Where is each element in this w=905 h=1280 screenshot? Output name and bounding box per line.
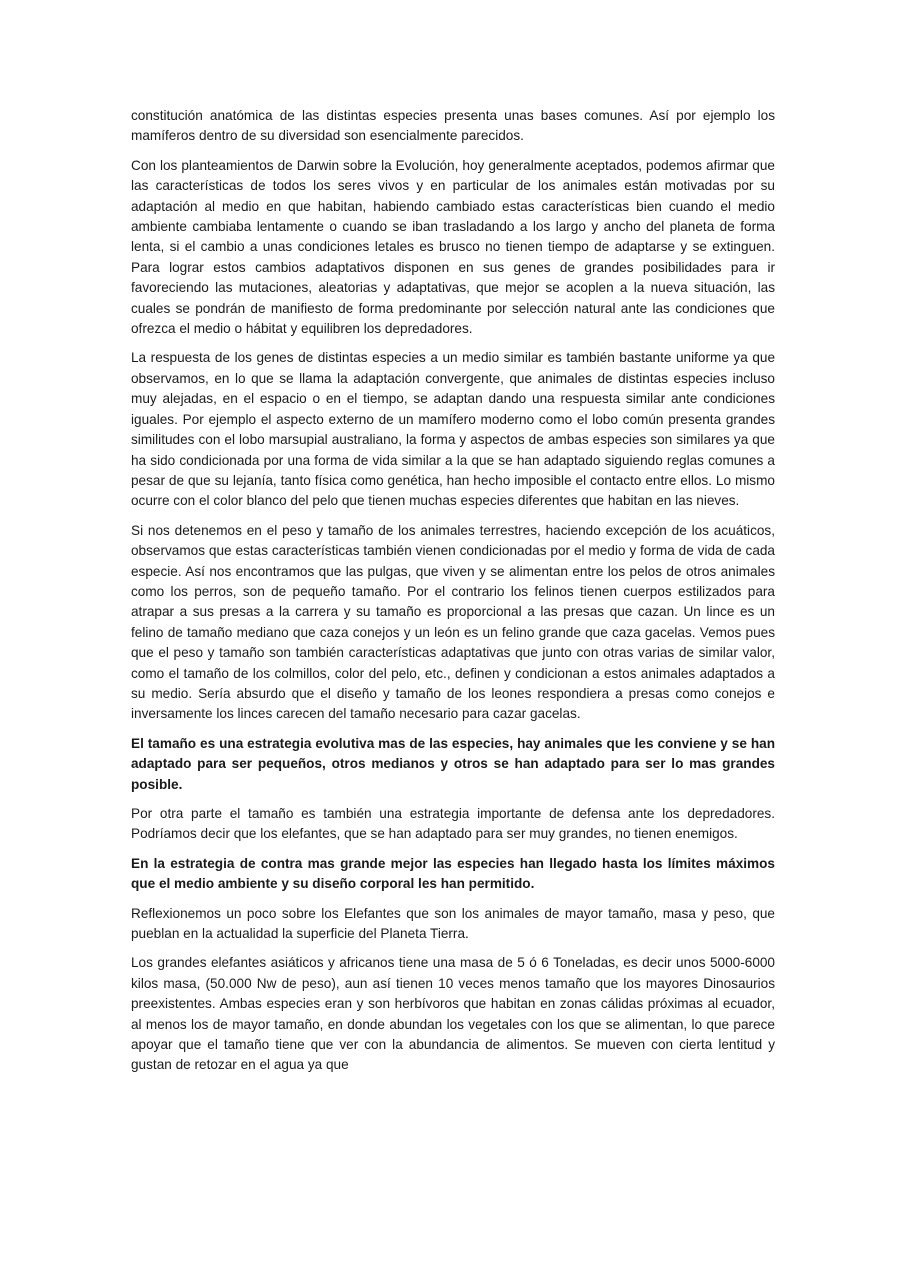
document-page bbox=[131, 106, 775, 1085]
paragraph-defense-strategy: Por otra parte el tamaño es también una estrategia importante de defensa ante los depredadores. Podríamos decir que los elefantes, que se han adaptado para ser muy grandes, no tienen enemigos. bbox=[131, 806, 775, 842]
paragraph-bigger-better-bold: En la estrategia de contra mas grande mejor las especies han llegado hasta los límites máximos que el medio ambiente y su diseño corporal les han permitido. bbox=[131, 855, 775, 892]
paragraph-convergent-adaptation: La respuesta de los genes de distintas especies a un medio similar es también bastante uniforme ya que observamos, en lo que se llama la adaptación convergente, que animales de distintas especies incluso muy alejadas, en el espacio o en el tiempo, se adaptan dando una respuesta similar ante condiciones iguales. Por ejemplo el aspecto externo de un mamífero moderno como el lobo común presenta grandes similitudes con el lobo marsupial australiano, la forma y aspectos de ambas especies son similares ya que ha sido condicionada por una forma de vida similar a la que se han adaptado siguiendo reglas comunes a pesar de que su lejanía, tanto física como genética, han hecho imposible el contacto entre ellos. Lo mismo ocurre con el color blanco del pelo que tienen muchas especies diferentes que habitan en las nieves. bbox=[131, 350, 775, 509]
paragraph-weight-size: Si nos detenemos en el peso y tamaño de los animales terrestres, haciendo excepción de los acuáticos, observamos que estas características también vienen condicionadas por el medio y forma de vida de cada especie. Así nos encontramos que las pulgas, que viven y se alimentan entre los pelos de otros animales como los perros, son de pequeño tamaño. Por el contrario los felinos tienen cuerpos estilizados para atrapar a sus presas a la carrera y su tamaño es proporcional a las presas que cazan. Un lince es un felino de tamaño mediano que caza conejos y un león es un felino grande que caza gacelas. Vemos pues que el peso y tamaño son también características adaptativas que junto con otras varias de similar valor, como el tamaño de los colmillos, color del pelo, etc., definen y condicionan a estos animales adaptados a su medio. Sería absurdo que el diseño y tamaño de los leones respondiera a presas como conejos e inversamente los linces carecen del tamaño necesario para cazar gacelas. bbox=[131, 522, 775, 722]
paragraph-anatomy: constitución anatómica de las distintas especies presenta unas bases comunes. Así por ejemplo los mamíferos dentro de su diversidad son esencialmente parecidos. bbox=[131, 108, 775, 144]
paragraph-elephants-intro: Reflexionemos un poco sobre los Elefantes que son los animales de mayor tamaño, masa y peso, que pueblan en la actualidad la superficie del Planeta Tierra. bbox=[131, 905, 775, 942]
paragraph-elephants-mass: Los grandes elefantes asiáticos y africanos tiene una masa de 5 ó 6 Toneladas, es decir unos 5000-6000 kilos masa, (50.000 Nw de peso), aun así tienen 10 veces menos tamaño que los mayores Dinosaurios preexistentes. Ambas especies eran y son herbívoros que habitan en zonas cálidas próximas al ecuador, al menos los de mayor tamaño, en donde abundan los vegetales con los que se alimentan, lo que parece apoyar que el tamaño tiene que ver con la abundancia de alimentos. Se mueven con cierta lentitud y gustan de retozar en el agua ya que bbox=[131, 955, 775, 1073]
paragraph-size-strategy-bold: El tamaño es una estrategia evolutiva mas de las especies, hay animales que les conviene y se han adaptado para ser pequeños, otros medianos y otros se han adaptado para ser lo mas grandes posible. bbox=[131, 735, 775, 792]
paragraph-darwin-evolution: Con los planteamientos de Darwin sobre la Evolución, hoy generalmente aceptados, podemos afirmar que las características de todos los seres vivos y en particular de los animales están motivadas por su adaptación al medio en que habitan, habiendo cambiado estas características bien cuando el medio ambiente cambiaba lentamente o cuando se iban trasladando a los largo y ancho del planeta de forma lenta, si el cambio a unas condiciones letales es brusco no tienen tiempo de adaptarse y se extinguen. Para lograr estos cambios adaptativos disponen en sus genes de grandes posibilidades para ir favoreciendo las mutaciones, aleatorias y adaptativas, que mejor se acoplen a la nueva situación, las cuales se pondrán de manifiesto de forma predominante por selección natural ante las condiciones que ofrezca el medio o hábitat y equilibren los depredadores. bbox=[131, 157, 775, 337]
